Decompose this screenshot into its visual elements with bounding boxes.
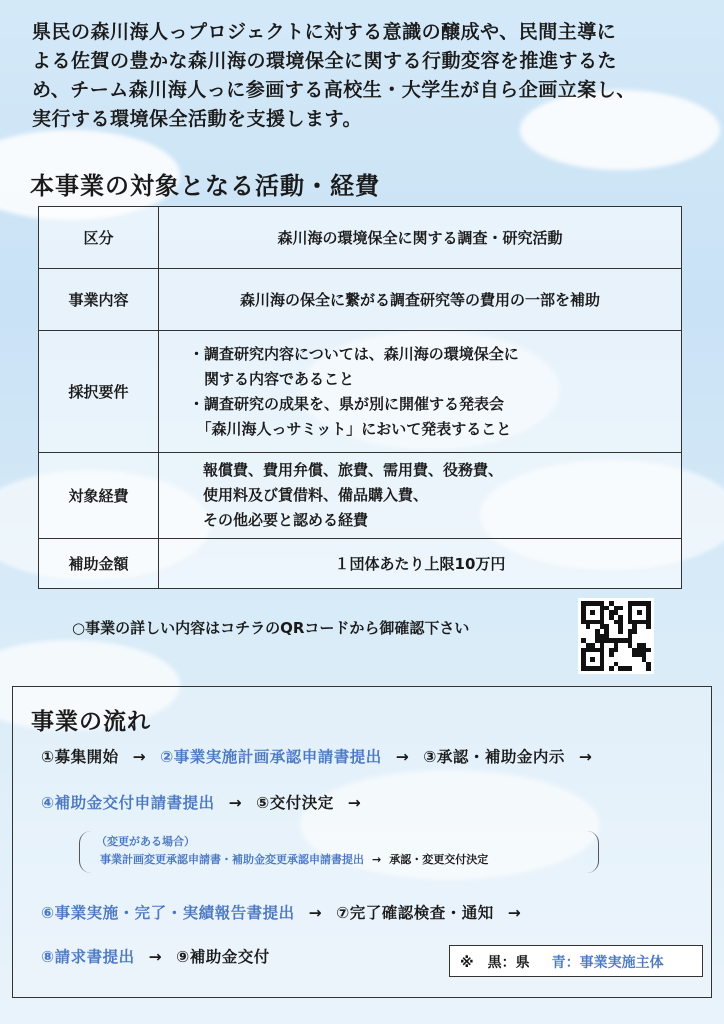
cell-line: 関する内容であること <box>189 369 355 388</box>
activity-table <box>38 206 682 589</box>
cell-line: その他必要と認める経費 <box>203 511 369 529</box>
change-label: （変更がある場合） <box>96 835 195 848</box>
cell-line: 報償費、費用弁償、旅費、需用費、役務費、 <box>203 461 504 479</box>
arrow-right-icon: → <box>507 904 522 922</box>
table-row <box>39 269 682 331</box>
flow-step: ⑥事業実施・完了・実績報告書提出 <box>41 904 295 922</box>
arrow-right-icon: → <box>372 853 382 866</box>
cell-line: 使用料及び賃借料、備品購入費、 <box>203 486 429 504</box>
table-head-cell: 区分 <box>39 207 159 269</box>
intro-line: よる佐賀の豊かな森川海の環境保全に関する行動変容を推進するた <box>32 50 618 72</box>
flow-step: ②事業実施計画承認申請書提出 <box>160 748 382 766</box>
flow-step: ①募集開始 <box>41 748 119 766</box>
cell-line: 森川海の保全に繋がる調査研究等の費用の一部を補助 <box>239 291 600 309</box>
cell-line: 「森川海人っサミット」において発表すること <box>189 419 512 438</box>
arrow-right-icon: → <box>308 904 323 922</box>
cell-line: １団体あたり上限10万円 <box>334 555 506 573</box>
flow-step: ③承認・補助金内示 <box>423 748 565 766</box>
intro-paragraph <box>32 18 702 134</box>
table-body-cell <box>159 207 682 269</box>
cell-line: ・調査研究内容については、森川海の環境保全に <box>189 344 519 363</box>
flow-step: ④補助金交付申請書提出 <box>41 794 215 812</box>
qr-note: ○事業の詳しい内容はコチラのQRコードから御確認下さい <box>72 619 470 637</box>
table-head-cell: 事業内容 <box>39 269 159 331</box>
intro-line: め、チーム森川海人っに参画する高校生・大学生が自ら企画立案し、 <box>32 79 636 101</box>
arrow-right-icon: → <box>228 794 243 812</box>
legend-blue: 青：事業実施主体 <box>551 955 664 971</box>
cell-line: 森川海の環境保全に関する調査・研究活動 <box>277 229 563 247</box>
change-note <box>79 831 599 873</box>
flow-step-row <box>41 901 535 923</box>
table-body-cell <box>159 453 682 539</box>
flow-step: ⑨補助金交付 <box>176 948 270 966</box>
flow-step-row <box>41 791 375 813</box>
change-docs: 事業計画変更承認申請書・補助金変更承認申請書提出 <box>100 853 364 866</box>
flow-step: ⑦完了確認検査・通知 <box>336 904 494 922</box>
legend-black: ※ 黒：県 <box>460 955 530 971</box>
arrow-right-icon: → <box>148 948 163 966</box>
flow-step-row <box>41 745 606 767</box>
table-row <box>39 453 682 539</box>
change-result: 承認・変更交付決定 <box>389 853 489 866</box>
table-body-cell <box>159 539 682 589</box>
section-title: 本事業の対象となる活動・経費 <box>30 172 380 200</box>
table-head-cell: 対象経費 <box>39 453 159 539</box>
intro-line: 県民の森川海人っプロジェクトに対する意識の醸成や、民間主導に <box>32 21 617 43</box>
flow-section <box>12 686 712 998</box>
cell-line: ・調査研究の成果を、県が別に開催する発表会 <box>189 394 505 413</box>
color-legend <box>449 945 703 977</box>
table-row <box>39 207 682 269</box>
arrow-right-icon: → <box>395 748 410 766</box>
table-row <box>39 539 682 589</box>
table-row <box>39 331 682 453</box>
qr-code-icon[interactable] <box>578 598 654 674</box>
flow-step: ⑧請求書提出 <box>41 948 135 966</box>
intro-line: 実行する環境保全活動を支援します。 <box>32 108 362 130</box>
arrow-right-icon: → <box>132 748 147 766</box>
table-head-cell: 補助金額 <box>39 539 159 589</box>
table-body-cell <box>159 269 682 331</box>
arrow-right-icon: → <box>578 748 593 766</box>
change-steps <box>100 851 488 867</box>
table-head-cell: 採択要件 <box>39 331 159 453</box>
flow-step-row <box>41 945 270 967</box>
table-body-cell <box>159 331 682 453</box>
flow-title: 事業の流れ <box>31 709 151 735</box>
arrow-right-icon: → <box>347 794 362 812</box>
flow-step: ⑤交付決定 <box>256 794 334 812</box>
